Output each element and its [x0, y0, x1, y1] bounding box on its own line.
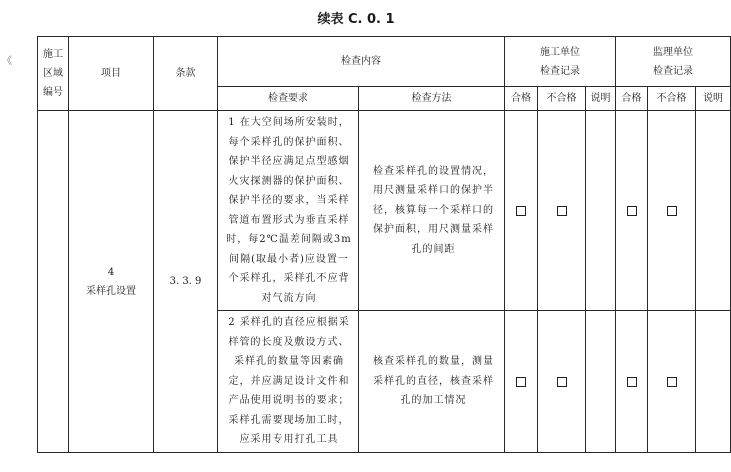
header-supervision-fail: 不合格	[648, 87, 696, 111]
supervision-pass-cell	[616, 111, 648, 311]
header-requirement: 检查要求	[218, 87, 359, 111]
construction-fail-cell	[538, 311, 586, 453]
supervision-pass-checkbox[interactable]	[627, 377, 637, 387]
supervision-fail-checkbox[interactable]	[667, 206, 677, 216]
supervision-note-cell	[696, 311, 731, 453]
header-item: 项目	[69, 37, 154, 111]
supervision-fail-checkbox[interactable]	[667, 377, 677, 387]
supervision-note-cell	[696, 111, 731, 311]
header-supervision-unit: 监理单位 检查记录	[616, 37, 731, 87]
supervision-pass-cell	[616, 311, 648, 453]
construction-note-cell	[586, 111, 616, 311]
header-construction-unit: 施工单位 检查记录	[505, 37, 616, 87]
header-supervision-note: 说明	[696, 87, 731, 111]
construction-fail-checkbox[interactable]	[557, 206, 567, 216]
construction-pass-cell	[505, 311, 538, 453]
page-title: 续表 C. 0. 1	[317, 12, 395, 27]
header-method: 检查方法	[359, 87, 505, 111]
inspection-table	[37, 36, 731, 453]
item-name: 采样孔设置	[86, 285, 136, 297]
table-row	[38, 111, 731, 311]
method-cell: 核查采样孔的数量，测量采样孔的直径，核查采样孔的加工情况	[359, 311, 505, 453]
header-check-content: 检查内容	[218, 37, 505, 87]
header-construction-fail: 不合格	[538, 87, 586, 111]
construction-pass-checkbox[interactable]	[516, 206, 526, 216]
header-construction-note: 说明	[586, 87, 616, 111]
item-cell	[69, 111, 154, 453]
header-construction-pass: 合格	[505, 87, 538, 111]
supervision-fail-cell	[648, 111, 696, 311]
construction-fail-checkbox[interactable]	[557, 377, 567, 387]
supervision-pass-checkbox[interactable]	[627, 206, 637, 216]
edge-mark: 《	[2, 56, 12, 67]
construction-pass-checkbox[interactable]	[516, 377, 526, 387]
construction-note-cell	[586, 311, 616, 453]
construction-pass-cell	[505, 111, 538, 311]
supervision-fail-cell	[648, 311, 696, 453]
method-cell: 检查采样孔的设置情况，用尺测量采样口的保护半径，核算每一个采样口的保护面积，用尺测量采样孔的间距	[359, 111, 505, 311]
requirement-cell: 1 在大空间场所安装时，每个采样孔的保护面积、保护半径应满足点型感烟火灾探测器的保护面积、保护半径的要求，当采样管道布置形式为垂直采样时，每2℃温差间隔或3m间隔(取最小者)应设置一个采样孔，采样孔不应背对气流方向	[218, 111, 359, 311]
header-clause: 条款	[154, 37, 218, 111]
header-area-code: 施工 区域 编号	[38, 37, 69, 111]
clause-cell: 3. 3. 9	[154, 111, 218, 453]
requirement-cell: 2 采样孔的直径应根据采样管的长度及敷设方式、采样孔的数量等因素确定，并应满足设计文件和产品使用说明书的要求；采样孔需要现场加工时，应采用专用打孔工具	[218, 311, 359, 453]
area-code-cell	[38, 111, 69, 453]
item-number: 4	[107, 266, 115, 278]
header-supervision-pass: 合格	[616, 87, 648, 111]
construction-fail-cell	[538, 111, 586, 311]
